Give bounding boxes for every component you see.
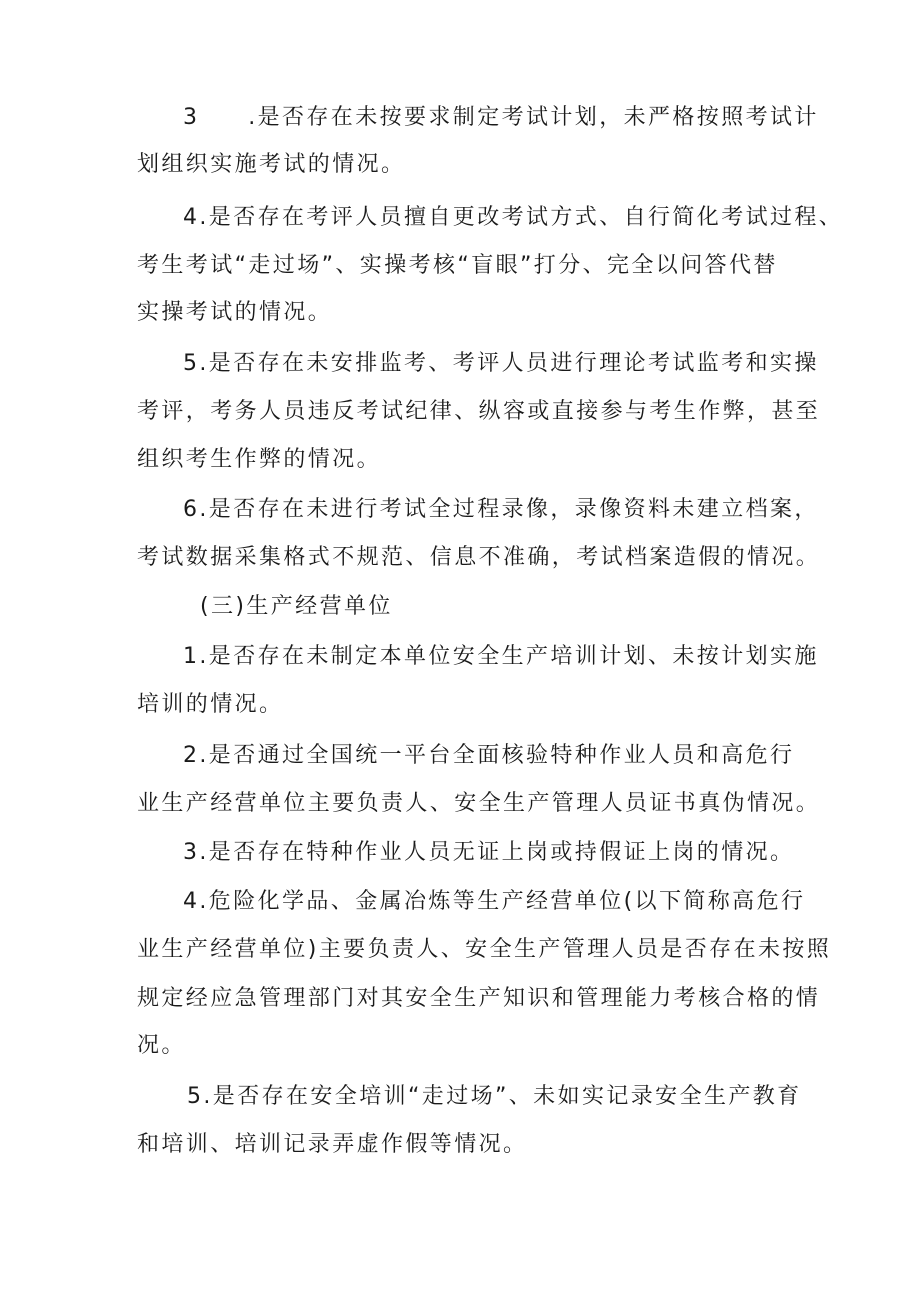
item-5-exam-line-1: 5.是否存在未安排监考、考评人员进行理论考试监考和实操 [183, 351, 819, 376]
item-6-exam-line-2: 考试数据采集格式不规范、信息不准确，考试档案造假的情况。 [137, 545, 821, 570]
item-1-unit-line-2: 培训的情况。 [137, 692, 284, 717]
item-4-exam-line-2: 考生考试“走过场”、实操考核“盲眼”打分、完全以问答代替 [137, 253, 778, 278]
item-5-unit-line-1: 5.是否存在安全培训“走过场”、未如实记录安全生产教育 [187, 1084, 802, 1109]
item-1-unit-line-1: 1.是否存在未制定本单位安全生产培训计划、未按计划实施 [183, 644, 819, 669]
item-6-exam-line-1: 6.是否存在未进行考试全过程录像，录像资料未建立档案， [183, 497, 819, 522]
item-5-unit-line-2: 和培训、培训记录弄虚作假等情况。 [137, 1132, 528, 1157]
item-2-unit-line-1: 2.是否通过全国统一平台全面核验特种作业人员和高危行 [183, 743, 795, 768]
item-4-unit-line-3: 规定经应急管理部门对其安全生产知识和管理能力考核合格的情 [137, 986, 821, 1011]
item-4-unit-line-2: 业生产经营单位)主要负责人、安全生产管理人员是否存在未按照 [137, 937, 832, 962]
item-4-exam-line-1: 4.是否存在考评人员擅自更改考试方式、自行简化考试过程、 [183, 205, 844, 230]
section-3-heading: (三)生产经营单位 [200, 594, 393, 619]
item-3-unit-line-1: 3.是否存在特种作业人员无证上岗或持假证上岗的情况。 [183, 840, 795, 865]
item-2-unit-line-2: 业生产经营单位主要负责人、安全生产管理人员证书真伪情况。 [137, 791, 821, 816]
item-3-exam-line-1: 3 .是否存在未按要求制定考试计划，未严格按照考试计 [183, 105, 819, 130]
item-5-exam-line-3: 组织考生作弊的情况。 [137, 447, 382, 472]
item-4-unit-line-4: 况。 [137, 1033, 186, 1058]
item-4-exam-line-3: 实操考试的情况。 [137, 300, 333, 325]
item-4-unit-line-1: 4.危险化学品、金属冶炼等生产经营单位(以下简称高危行 [183, 889, 806, 914]
item-5-exam-line-2: 考评，考务人员违反考试纪律、纵容或直接参与考生作弊，甚至 [137, 399, 821, 424]
item-3-exam-line-2: 划组织实施考试的情况。 [137, 152, 406, 177]
